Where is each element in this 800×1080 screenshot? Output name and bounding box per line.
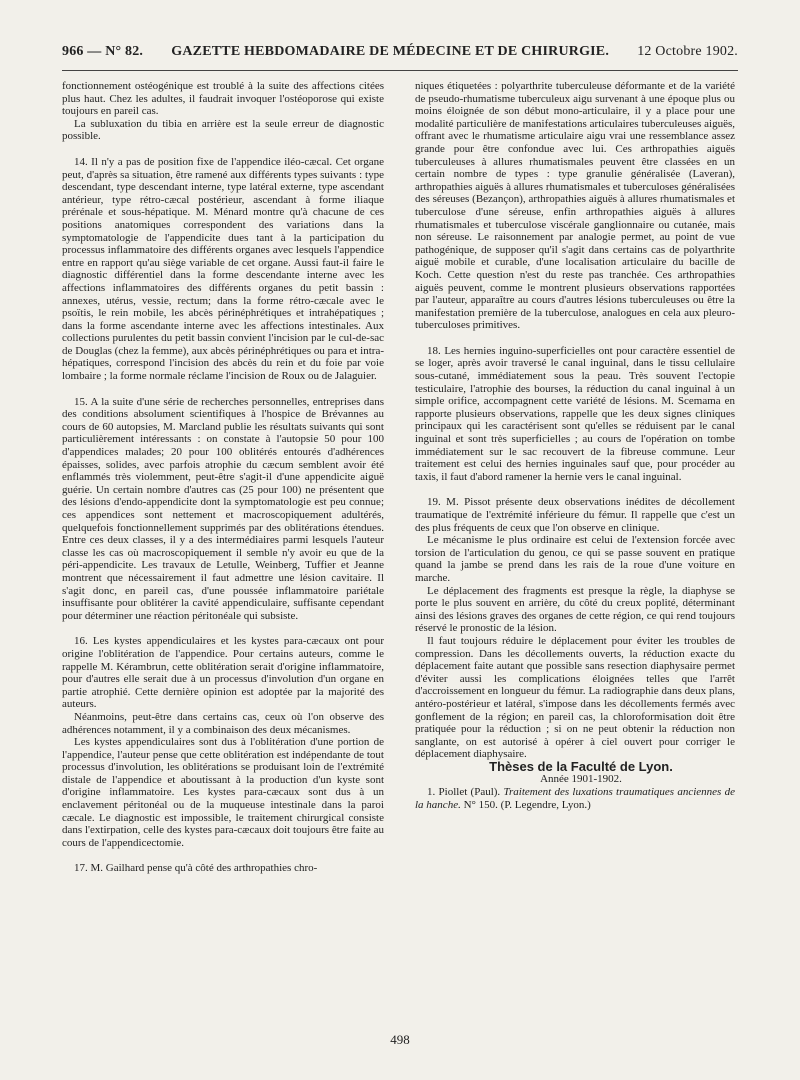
paragraph: Les kystes appendiculaires sont dus à l'oblitération d'une portion de l'appendice, l'auteur pense que cette oblitération est indépendante de tout processus d'involution, les oblitérations se produisant loin de l'extrémité distale de l'appendice et aboutissant à la production d'un kyste sont d'origine inflammatoire. Les kystes para-cæcaux sont dus à un enclavement péritonéal ou de la muqueuse intestinale dans la paroi cæcale. Le diagnostic est impossible, le traitement chirurgical consiste dans l'extirpation, celle des kystes para-cæcaux doit toujours être faite au cours de l'appendicectomie. xyxy=(62,736,384,849)
thesis-publisher: N° 150. (P. Legendre, Lyon.) xyxy=(463,798,591,811)
section-heading: Thèses de la Faculté de Lyon. xyxy=(489,758,673,774)
paragraph: 19. M. Pissot présente deux observations inédites de décollement traumatique de l'extrémité inférieure du fémur. Il rappelle que c'est un des plus fréquents de ceux que l'on observe en clinique. xyxy=(415,496,735,534)
paragraph: La subluxation du tibia en arrière est la seule erreur de diagnostic possible. xyxy=(62,117,384,143)
paragraph-continuation: niques étiquetées : polyarthrite tuberculeuse déformante et de la variété de pseudo-rhumatisme tuberculeux aigu survenant à une époque plus ou moins éloignée de son début mono-articulaire, il y a place pour une modalité particulière de manifestations articulaires tuberculeuses aiguës, offrant avec le rhumatisme articulaire aigu vrai une ressemblance assez grande pour être confondue avec lui. Ces arthropathies aiguës tuberculeuses à allures rhumatismales peuvent être classées en un certain nombre de types : type granulie généralisée (Laveran), arthropathies aiguës à allures rhumatismales et tuberculoses généralisées des séreuses (Bezançon), arthropathies aiguës à allures rhumatismales et tuberculose d'une séreuse, enfin arthropathies aiguës à allures rhumatismales et tuberculose viscérale ganglionnaire ou cutanée, mais non séreuse. Le raisonnement par analogie permet, au point de vue pathogénique, de supposer qu'il s'agit dans certains cas de polyarthrite aiguë mobile et curable, d'une localisation articulaire du bacille de Koch. Cette question n'est du reste pas tranchée. Ces arthropathies aiguës peuvent, comme le montrent plusieurs observations rapportées par l'auteur, apparaître au cours d'autres lésions tuberculeuses ou être la manifestation première de la tuberculose, analogues en cela aux pleuro-tuberculoses primitives. xyxy=(415,80,735,332)
thesis-title: Traitement des luxations traumatiques anciennes de la hanche. xyxy=(415,786,736,811)
folio-number: 498 xyxy=(390,1032,410,1047)
paragraph: Il faut toujours réduire le déplacement pour éviter les troubles de compression. Dans les décollements ouverts, la réduction exacte du déplacement faite autant que possible sans resection diaphysaire permet d'éviter aussi les complications éloignées telles que l'arrêt d'accroissement en longueur du fémur. La radiographie dans deux plans, antéro-postérieur et latéral, s'impose dans les décollements fermés avec gonflement de la région; en pareil cas, la chloroformisation doit être pratiquée pour la réduction ; si on ne peut obtenir la réduction non sanglante, on est autorisé à opérer à ciel ouvert pour corriger le déplacement diaphysaire. xyxy=(415,634,735,761)
header-rule xyxy=(62,70,738,71)
paragraph: 16. Les kystes appendiculaires et les kystes para-cæcaux ont pour origine l'oblitération de l'appendice. Pour certains auteurs, comme le rappelle M. Kérambrun, cette oblitération serait d'origine inflammatoire, pour d'autres elle serait due à un processus d'involution d'un organe en partie atrophié. Cette dernière opinion est adoptée par la majorité des auteurs. xyxy=(62,635,384,711)
left-column xyxy=(62,80,384,875)
item-14 xyxy=(62,156,384,383)
paragraph: Néanmoins, peut-être dans certains cas, ceux où l'on observe des adhérences notamment, il y a combinaison des deux mécanismes. xyxy=(62,710,384,736)
paragraph: Le mécanisme le plus ordinaire est celui de l'extension forcée avec torsion de l'articulation du genou, ce qui se passe souvent en pratique quand la jambe se prend dans les rais de la roue d'une voiture en marche. xyxy=(415,534,735,584)
paragraph: 14. Il n'y a pas de position fixe de l'appendice iléo-cæcal. Cet organe peut, d'après sa situation, être ramené aux différents types suivants : type descendant, type descendant interne, type latéral externe, type ascendant antérieur, type rétro-cæcal postérieur, ascendant à forme iliaque prérénale et sous-hépatique. M. Ménard montre qu'à chacune de ces positions anatomiques correspondent des variations dans la symptomatologie de l'appendicite dues tant à la participation du processus inflammatoire des différents organes avec lesquels l'appendice entre en rapport qu'au siège variable de cet organe. Aussi faut-il faire le diagnostic différentiel dans la forme descendante interne avec les affections inflammatoires des différents organes du petit bassin : annexes, utérus, vessie, rectum; dans la forme rétro-cæcale avec le psoïtis, le rein mobile, les abcès périnéphrétiques et intrahépatiques ; dans la forme ascendante interne avec les affections intestinales. Aux collections purulentes du petit bassin convient l'incision par le cul-de-sac de Douglas (chez la femme), aux abcès périnéphrétiques ou para et intra-hépatiques, correspond l'incision des abcès du rein et du foie par voie lombaire ; la forme normale réclame l'incision de Roux ou de Jalaguier. xyxy=(62,155,384,383)
paragraph: 18. Les hernies inguino-superficielles ont pour caractère essentiel de se loger, après avoir traversé le canal inguinal, dans le tissu cellulaire sous-cutané, immédiatement sous la peau. Très souvent l'ectopie testiculaire, l'atrophie des bourses, la réduction du canal inguinal à un simple orifice, accompagnent cette variété de lésions. M. Scemama en rapporte plusieurs observations, rappelle que les deux signes cliniques principaux qui les caractérisent sont qu'elles se réduisent par le canal inguinal et sont très superficielles ; au cours de l'opération on tombe immédiatement sur le sac recouvert de la fibreuse commune. Leur traitement est celui des hernies inguinales sauf que, pour procéder au taxis, il faut d'abord ramener la hernie vers le canal inguinal. xyxy=(415,344,735,483)
right-column xyxy=(415,80,735,811)
thesis-entry xyxy=(415,786,735,811)
paragraph: 15. A la suite d'une série de recherches personnelles, entreprises dans des conditions absolument scientifiques à l'hospice de Brévannes au cours de 60 autopsies, M. Marcland publie les résultats suivants qui sont particulièrement intéressants : on constate à l'autopsie 50 pour 100 d'appendices malades; 20 pour 100 oblitérés entourés d'adhérences épaisses, solides, avec parfois atrophie du cæcum semblent avoir été enflammés très violemment, peut-être s'agit-il d'une appendicite aiguë guérie. Un certain nombre d'autres cas (25 pour 100) ne présentent que des lésions d'endo-appendicite dont la symptomatologie est peu connue; ces appendices sont nettement et macroscopiquement adultérés, quelquefois fonctionnellement supprimés par des oblitérations étendues. Entre ces deux classes, il y a des intermédiaires parmi lesquels l'auteur classe les cas où macroscopiquement il semble n'y avoir eu que de la péri-appendicite. Les travaux de Letulle, Weinberg, Tuffier et Jeanne montrent que nécessairement il faut admettre une lésion cavitaire. Il s'agit donc, en pareil cas, d'une poussée inflammatoire pariétale insuffisante pour oblitérer la cavité appendiculaire, suffisante cependant pour déterminer une réaction péritonéale qui subsiste. xyxy=(62,395,384,622)
item-18 xyxy=(415,345,735,484)
journal-title: GAZETTE HEBDOMADAIRE DE MÉDECINE ET DE CHIRURGIE. xyxy=(171,44,610,59)
paragraph-continuation: fonctionnement ostéogénique est troublé à la suite des affections citées plus haut. Chez les adultes, il faudrait invoquer l'ostéoporose qui existe toujours en pareil cas. xyxy=(62,80,384,118)
running-head xyxy=(62,44,738,66)
issue-date: 12 Octobre 1902. xyxy=(637,44,738,59)
item-16 xyxy=(62,635,384,849)
paragraph: 17. M. Gailhard pense qu'à côté des arthropathies chro- xyxy=(74,862,318,875)
page-number-issue: 966 — N° 82. xyxy=(62,44,144,59)
item-15 xyxy=(62,396,384,623)
thesis-author: 1. Piollet (Paul). xyxy=(427,786,501,799)
paragraph: Le déplacement des fragments est presque la règle, la diaphyse se porte le plus souvent en arrière, du côté du creux poplité, déterminant ainsi des lésions graves des organes de cette région, ce qui rend toujours réservé le pronostic de la lésion. xyxy=(415,584,735,635)
item-17-start xyxy=(62,862,384,875)
academic-year: Année 1901-1902. xyxy=(540,773,622,786)
item-19 xyxy=(415,496,735,760)
